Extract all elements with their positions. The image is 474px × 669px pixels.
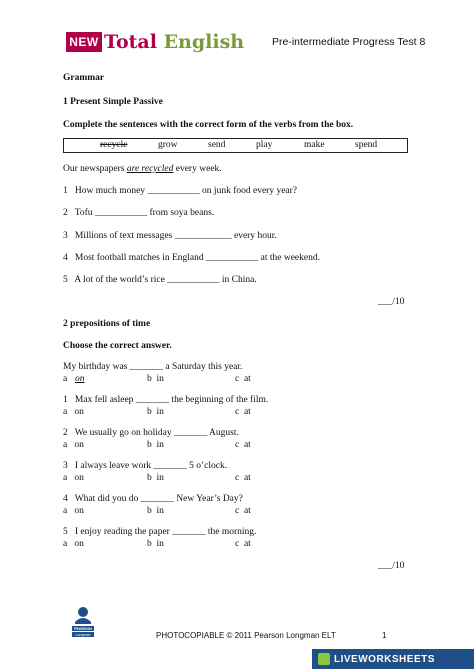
part1-item: 1 How much money ___________ on junk food every year? — [63, 186, 298, 196]
pearson-longman-logo — [66, 604, 100, 638]
liveworksheets-banner[interactable] — [312, 649, 474, 669]
part2-question: 2 We usually go on holiday _______ August. — [63, 428, 239, 438]
option-c: c at — [235, 539, 251, 549]
section-title: Grammar — [63, 73, 105, 83]
option-a: a on — [63, 473, 84, 483]
part2-score: ___/10 — [378, 561, 405, 571]
logo-wordmark — [104, 30, 244, 54]
part1-item: 3 Millions of text messages ____________ every hour. — [63, 231, 277, 241]
verb-item: send — [208, 140, 226, 150]
part1-item: 5 A lot of the world’s rice ___________ in China. — [63, 275, 257, 285]
verb-item: recycle — [100, 140, 128, 150]
verb-item: spend — [355, 140, 378, 150]
logo-longman-text: Longman — [75, 633, 91, 637]
part1-score: ___/10 — [378, 297, 405, 307]
option-b: b in — [147, 407, 164, 417]
part2-question: 5 I enjoy reading the paper _______ the morning. — [63, 527, 257, 537]
example-option-a-letter: a — [63, 374, 68, 384]
verb-item: play — [256, 140, 273, 150]
option-b: b in — [147, 473, 164, 483]
option-c: c at — [235, 473, 251, 483]
option-c: c at — [235, 506, 251, 516]
part2-question: 1 Max fell asleep _______ the beginning of the film. — [63, 395, 269, 405]
liveworksheets-icon — [318, 653, 330, 665]
part2-instruction: Choose the correct answer. — [63, 341, 172, 351]
option-b: b in — [147, 506, 164, 516]
logo-pearson-text: PEARSON — [74, 627, 92, 631]
example-post: every week. — [173, 164, 222, 174]
verb-box — [63, 138, 408, 153]
part2-example-question: My birthday was _______ a Saturday this year. — [63, 362, 243, 372]
option-a: a on — [63, 506, 84, 516]
part1-item: 4 Most football matches in England ___________ at the weekend. — [63, 253, 320, 263]
example-option-a: on — [75, 374, 85, 384]
part2-question: 4 What did you do _______ New Year’s Day? — [63, 494, 243, 504]
logo-new-badge: NEW — [66, 32, 102, 52]
example-option-c: c at — [235, 374, 251, 384]
example-pre: Our newspapers — [63, 164, 127, 174]
page-number: 1 — [382, 631, 387, 640]
option-a: a on — [63, 539, 84, 549]
part2-question: 3 I always leave work _______ 5 o’clock. — [63, 461, 228, 471]
verb-item: make — [304, 140, 325, 150]
example-option-b: b in — [147, 374, 164, 384]
liveworksheets-label: LIVEWORKSHEETS — [334, 653, 435, 665]
option-a: a on — [63, 407, 84, 417]
logo-english: English — [163, 31, 245, 53]
part2-heading: 2 prepositions of time — [63, 319, 151, 329]
part1-heading: 1 Present Simple Passive — [63, 97, 163, 107]
test-title: Pre-intermediate Progress Test 8 — [272, 36, 426, 48]
option-b: b in — [147, 440, 164, 450]
example-answer: are recycled — [126, 164, 174, 174]
copyright-text: PHOTOCOPIABLE © 2011 Pearson Longman ELT — [156, 631, 336, 640]
logo-total: Total — [104, 31, 157, 53]
option-b: b in — [147, 539, 164, 549]
option-a: a on — [63, 440, 84, 450]
part1-item: 2 Tofu ___________ from soya beans. — [63, 208, 215, 218]
verb-item: grow — [158, 140, 178, 150]
part1-instruction: Complete the sentences with the correct form of the verbs from the box. — [63, 120, 354, 130]
option-c: c at — [235, 407, 251, 417]
option-c: c at — [235, 440, 251, 450]
part1-example — [63, 163, 222, 175]
